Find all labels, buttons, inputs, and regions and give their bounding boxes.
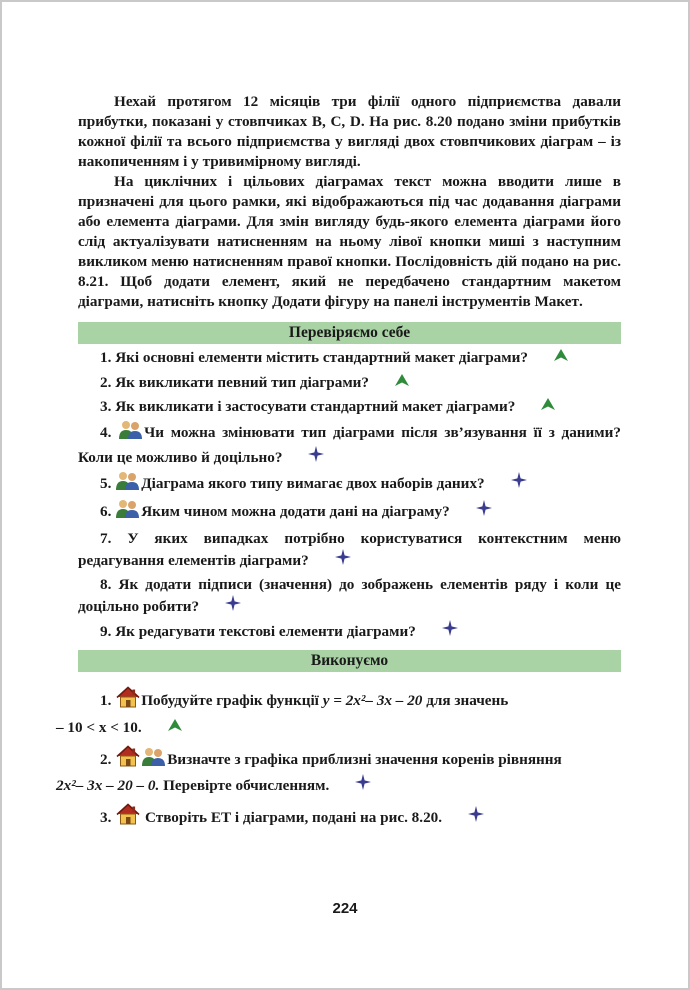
question-number: 1. <box>100 349 112 366</box>
task-2-text: Визначте з графіка приблизні значення коренів рівняння <box>167 751 562 768</box>
question-6 <box>78 499 621 526</box>
group-icon <box>141 747 167 774</box>
group-icon <box>115 499 141 526</box>
question-number: 7. <box>100 529 112 547</box>
section-do-it: Виконуємо <box>78 650 621 672</box>
star-icon <box>446 806 484 829</box>
star-icon <box>454 500 492 523</box>
star-icon <box>420 620 458 643</box>
house-icon <box>115 686 141 715</box>
task-1 <box>56 686 621 739</box>
question-text: Як редагувати текстові елементи діаграми? <box>115 622 416 640</box>
layout-term: Макет <box>534 293 579 310</box>
task-3-number: 3. <box>100 809 112 826</box>
task-1-text: Побудуйте графік функції <box>141 692 323 709</box>
section-check-yourself: Перевіряємо себе <box>78 322 621 344</box>
question-number: 9. <box>100 622 112 640</box>
add-shape-term: Додати фігуру <box>272 293 370 310</box>
question-number: 5. <box>100 474 112 492</box>
star-icon <box>203 595 241 618</box>
paragraph-2-text: На циклічних і цільових діаграмах текст можна вводити лише в призначені для цього рамки, які відображаються під час додавання діаграми або елемента діаграми. Для змін вигляду будь-якого елемента діаграми його слід актуалізувати натисненням на ньому лівої кнопки миші з наступним викликом меню натисненням правої кнопки. Послідовність дій подано на рис. 8.21. Щоб додати елемент, який не передбачено стандартним макетом діаграми, натисніть кнопку <box>78 173 621 310</box>
paragraph-2-mid: на панелі інструментів <box>369 293 535 310</box>
question-text: Яким чином можна додати дані на діаграму? <box>141 503 450 520</box>
task-1-number: 1. <box>100 692 112 709</box>
question-text: Діаграма якого типу вимагає двох наборів даних? <box>141 474 485 492</box>
triangle-icon <box>532 346 568 368</box>
question-text: Як викликати певний тип діаграми? <box>115 373 370 391</box>
star-icon <box>489 472 527 495</box>
star-icon <box>313 549 351 572</box>
house-icon <box>115 803 141 832</box>
task-2 <box>56 745 621 797</box>
question-4 <box>78 420 621 469</box>
task-2-number: 2. <box>100 751 112 768</box>
question-5 <box>78 471 621 498</box>
star-icon <box>333 774 371 797</box>
question-text: Чи можна змінювати тип діаграми після зв’язування її з даними? Коли це можливо й доцільно? <box>78 423 621 466</box>
triangle-icon <box>373 371 409 393</box>
question-2 <box>78 371 621 394</box>
page-number: 224 <box>332 900 358 917</box>
question-number: 4. <box>100 423 112 441</box>
task-1-range: – 10 < x < 10. <box>56 719 142 736</box>
triangle-icon <box>519 395 555 417</box>
question-text: Які основні елементи містить стандартний макет діаграми? <box>115 349 528 366</box>
questions-list <box>78 346 621 642</box>
task-2-text-end: Перевірте обчисленням. <box>159 777 330 794</box>
group-icon <box>118 420 144 447</box>
task-2-formula: 2x²– 3x – 20 – 0. <box>56 777 160 794</box>
paragraph-1: Нехай протягом 12 місяців три філії одного підприємства давали прибутки, показані у стовпчиках B, C, D. На рис. 8.20 подано зміни прибутків кожної філії та всього підприємства у вигляді двох стовпчикових діаграм – із накопиченням і у тривимірному вигляді. <box>78 93 621 170</box>
task-1-formula: y = 2x²– 3x – 20 <box>322 692 423 709</box>
paragraph-2-end: . <box>578 293 583 310</box>
question-text: Як викликати і застосувати стандартний макет діаграми? <box>115 398 516 415</box>
question-number: 8. <box>100 575 112 593</box>
page-content <box>56 92 622 832</box>
question-text: Як додати підписи (значення) до зображень елементів ряду і коли це доцільно робити? <box>78 575 622 615</box>
group-icon <box>115 471 141 498</box>
paragraph-2 <box>78 172 621 312</box>
question-7 <box>78 528 621 572</box>
question-number: 6. <box>100 503 112 520</box>
task-1-text-end: для значень <box>422 692 509 709</box>
question-text: У яких випадках потрібно користуватися контекстним меню редагування елементів діаграми? <box>78 529 621 569</box>
question-9 <box>78 620 621 643</box>
triangle-icon <box>146 715 182 738</box>
question-number: 2. <box>100 373 112 391</box>
question-1 <box>78 346 621 369</box>
task-3-text: Створіть ЕТ і діаграми, подані на рис. 8.20. <box>144 809 443 826</box>
star-icon <box>286 446 324 469</box>
question-number: 3. <box>100 398 112 415</box>
question-8 <box>78 574 621 618</box>
house-icon <box>115 745 141 774</box>
task-3 <box>78 803 621 832</box>
question-3 <box>78 395 621 418</box>
